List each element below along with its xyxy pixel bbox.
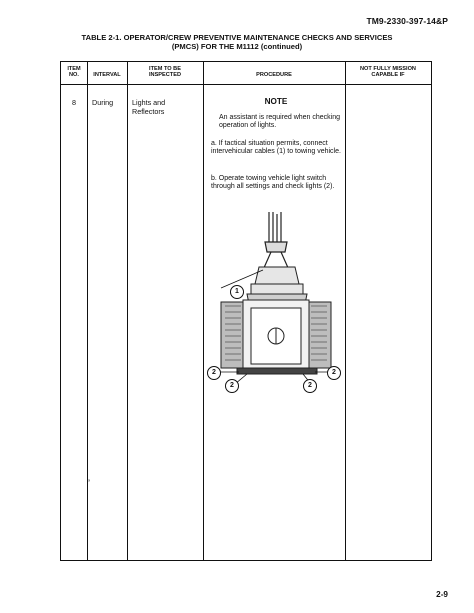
callout-light-left-lower: 2 xyxy=(225,379,239,393)
note-heading: NOTE xyxy=(264,97,288,106)
header-divider xyxy=(61,84,431,85)
document-number: TM9-2330-397-14&P xyxy=(366,16,448,26)
trailer-lights-illustration xyxy=(207,212,345,392)
note-text: An assistant is required when checking operation of lights. xyxy=(219,114,341,130)
procedure-step-b: b. Operate towing vehicle light switch through all settings and check lights (2). xyxy=(211,175,335,191)
table-title: TABLE 2-1. OPERATOR/CREW PREVENTIVE MAINTENANCE CHECKS AND SERVICES xyxy=(81,33,393,42)
stray-mark: ’ xyxy=(88,478,90,488)
item-inspected-line2: Reflectors xyxy=(132,106,165,116)
callout-light-right-lower: 2 xyxy=(303,379,317,393)
item-inspected-line1: Lights and xyxy=(132,98,166,107)
header-not-mission-capable xyxy=(345,66,431,79)
column-divider xyxy=(203,62,204,560)
header-item-inspected-line2: INSPECTED xyxy=(148,72,181,79)
interval: During xyxy=(92,98,114,107)
trailer-body xyxy=(221,300,331,374)
callout-light-left-upper: 2 xyxy=(207,366,221,380)
header-procedure: PROCEDURE xyxy=(256,72,292,78)
header-item-no-line2: NO. xyxy=(69,72,79,79)
page-number: 2-9 xyxy=(436,590,448,599)
drawbar xyxy=(247,267,307,304)
procedure-step-a: a. If tactical situation permits, connect intervehicular cables (1) to towing vehicle. xyxy=(211,140,341,156)
table-subtitle: (PMCS) FOR THE M1112 (continued) xyxy=(171,42,303,51)
header-not-mission-line2: CAPABLE IF xyxy=(371,72,405,79)
item-inspected xyxy=(132,99,165,116)
header-item-inspected-line1: ITEM TO BE xyxy=(149,66,181,72)
pmcs-table xyxy=(60,61,432,561)
header-item-no xyxy=(61,66,87,79)
callout-cable: 1 xyxy=(230,285,244,299)
header-item-inspected xyxy=(127,66,203,79)
item-number: 8 xyxy=(72,98,76,107)
column-divider xyxy=(127,62,128,560)
intervehicular-cable xyxy=(263,212,289,270)
header-item-no-line1: ITEM xyxy=(67,66,81,72)
header-interval: INTERVAL xyxy=(93,72,121,78)
header-not-mission-line1: NOT FULLY MISSION xyxy=(360,66,416,72)
callout-light-right-upper: 2 xyxy=(327,366,341,380)
column-divider xyxy=(345,62,346,560)
